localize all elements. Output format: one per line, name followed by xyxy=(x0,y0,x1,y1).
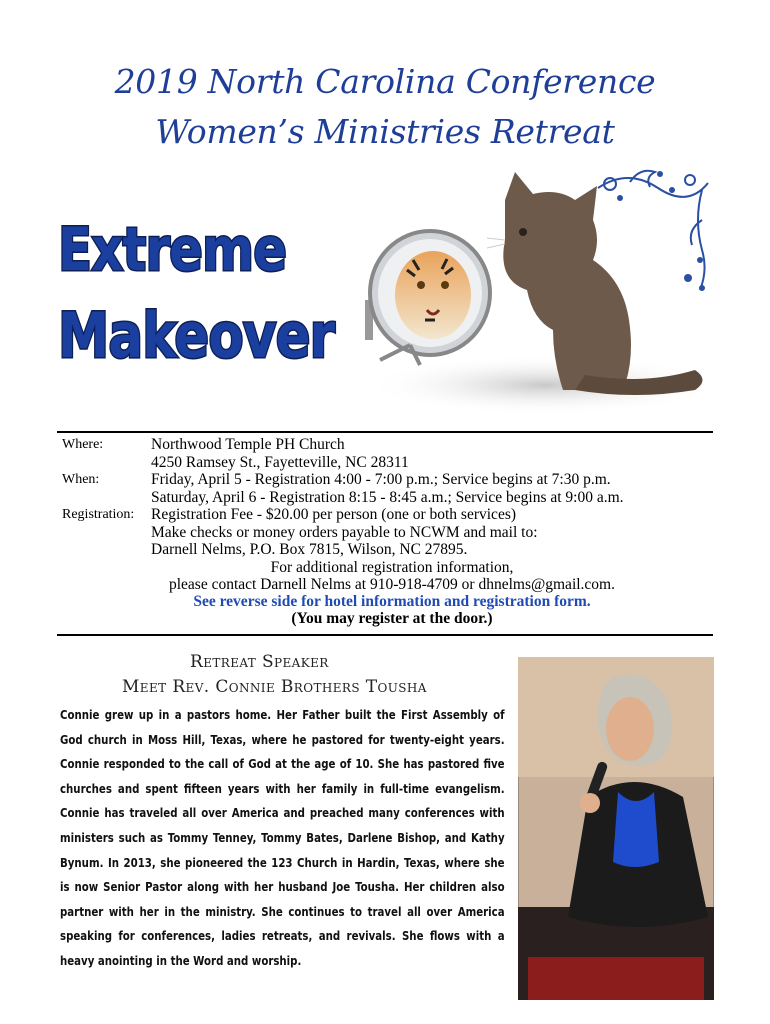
registration-payable: Make checks or money orders payable to NCWM and mail to: xyxy=(151,523,538,541)
hero-makeover: Makeover xyxy=(58,299,335,372)
when-saturday: Saturday, April 6 - Registration 8:15 - 8:45 a.m.; Service begins at 9:00 a.m. xyxy=(151,488,624,506)
event-details xyxy=(62,436,722,626)
where-venue: Northwood Temple PH Church xyxy=(151,436,345,453)
speaker-heading: Retreat Speaker xyxy=(190,652,329,672)
reverse-side-note: See reverse side for hotel information and registration form. xyxy=(193,593,591,610)
title-line-1: 2019 North Carolina Conference xyxy=(114,62,656,101)
where-label: Where: xyxy=(62,437,104,452)
when-label: When: xyxy=(62,472,100,487)
info-line-2: please contact Darnell Nelms at 910-918-4709 or dhnelms@gmail.com. xyxy=(168,576,615,593)
speaker-name: Meet Rev. Connie Brothers Tousha xyxy=(122,677,427,697)
tiger-reflection xyxy=(395,251,471,339)
hero-extreme: Extreme xyxy=(58,215,287,285)
registration-label: Registration: xyxy=(62,507,135,522)
speaker-bio: Connie grew up in a pastors home. Her Father built the First Assembly of God church in Moss Hill, Texas, where he pastored for twenty-eight years. Connie responded to the call of God at the age of 10. She has pastored five churches and spent fifteen years with her family in full-time evangelism. Connie has traveled all over America and preached many conferences with ministers such as Tommy Tenney, Tommy Bates, Darlene Bishop, and Kathy Bynum. In 2013, she pioneered the 123 Church in Hardin, Texas, where she is now Senior Pastor along with her husband Joe Tousha. Her children also partner with her in the ministry. She continues to travel all over America speaking for conferences, ladies retreats, and revivals. She flows with a heavy anointing in the Word and worship. xyxy=(60,707,505,968)
divider-top xyxy=(57,431,713,433)
registration-mail-address: Darnell Nelms, P.O. Box 7815, Wilson, NC 27895. xyxy=(151,541,468,558)
floral-ornament-icon xyxy=(590,160,718,300)
where-address: 4250 Ramsey St., Fayetteville, NC 28311 xyxy=(151,453,409,471)
registration-fee: Registration Fee - $20.00 per person (one or both services) xyxy=(151,506,517,523)
divider-bottom xyxy=(57,634,713,636)
info-line-1: For additional registration information, xyxy=(270,558,514,576)
when-friday: Friday, April 5 - Registration 4:00 - 7:00 p.m.; Service begins at 7:30 p.m. xyxy=(151,471,611,488)
door-note: (You may register at the door.) xyxy=(291,610,493,627)
speaker-photo xyxy=(518,657,714,1000)
mirror xyxy=(365,231,490,365)
title-line-2: Women’s Ministries Retreat xyxy=(155,112,615,151)
